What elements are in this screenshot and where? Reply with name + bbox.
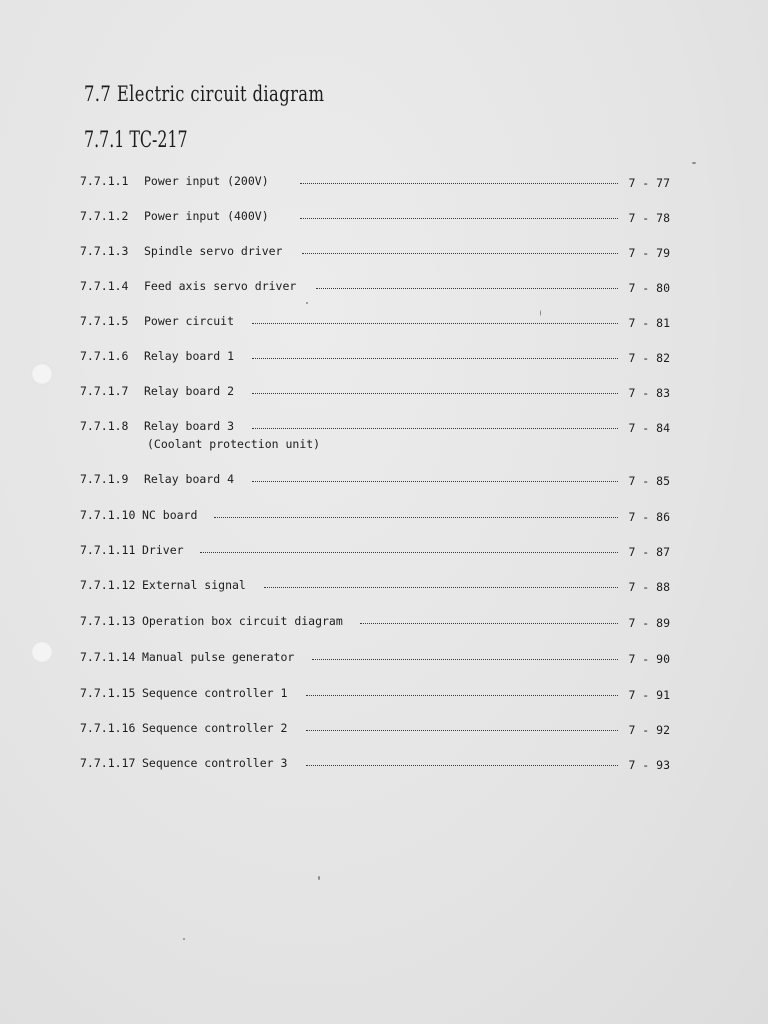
entry-label: Power input (200V) — [144, 174, 269, 188]
entry-number: 7.7.1.8 — [80, 419, 129, 433]
dot-leader — [306, 765, 618, 766]
dot-leader — [306, 730, 618, 731]
entry-page: 7 - 80 — [628, 281, 670, 295]
toc-entry — [80, 684, 680, 704]
dot-leader — [360, 623, 618, 624]
entry-number: 7.7.1.13 — [80, 614, 136, 628]
speck — [318, 876, 320, 880]
entry-page: 7 - 85 — [628, 474, 670, 488]
toc-entry — [80, 719, 680, 739]
entry-page: 7 - 83 — [628, 386, 670, 400]
entry-label: Relay board 1 — [144, 349, 235, 363]
entry-label: Sequence controller 2 — [142, 721, 288, 735]
toc-entry — [80, 312, 680, 332]
entry-number: 7.7.1.11 — [80, 543, 136, 557]
speck — [183, 938, 185, 940]
entry-label: Power input (400V) — [144, 209, 269, 223]
entry-page: 7 - 88 — [628, 580, 670, 594]
entry-number: 7.7.1.6 — [80, 349, 129, 363]
punch-hole-bottom — [31, 641, 53, 663]
entry-page: 7 - 93 — [628, 758, 670, 772]
entry-page: 7 - 81 — [628, 316, 670, 330]
entry-number: 7.7.1.17 — [80, 756, 136, 770]
toc-entry — [80, 207, 680, 227]
dot-leader — [200, 552, 618, 553]
toc-entry — [80, 506, 680, 526]
entry-label: Manual pulse generator — [142, 650, 295, 664]
dot-leader — [306, 695, 618, 696]
dot-leader — [252, 323, 618, 324]
toc-entry — [80, 172, 680, 192]
entry-page: 7 - 92 — [628, 723, 670, 737]
entry-label: NC board — [142, 508, 198, 522]
toc-entry — [80, 417, 680, 451]
entry-sublabel: (Coolant protection unit) — [147, 437, 321, 451]
entry-number: 7.7.1.16 — [80, 721, 136, 735]
entry-number: 7.7.1.1 — [80, 174, 129, 188]
speck — [692, 162, 696, 164]
entry-number: 7.7.1.14 — [80, 650, 136, 664]
dot-leader — [214, 517, 618, 518]
entry-label: External signal — [142, 578, 246, 592]
entry-number: 7.7.1.7 — [80, 384, 129, 398]
toc-entry — [80, 470, 680, 490]
toc-entry — [80, 347, 680, 367]
entry-page: 7 - 78 — [628, 211, 670, 225]
entry-number: 7.7.1.10 — [80, 508, 136, 522]
toc-entry — [80, 242, 680, 262]
entry-page: 7 - 87 — [628, 545, 670, 559]
entry-page: 7 - 90 — [628, 652, 670, 666]
entry-label: Operation box circuit diagram — [142, 614, 343, 628]
entry-label: Sequence controller 1 — [142, 686, 288, 700]
entry-number: 7.7.1.2 — [80, 209, 129, 223]
entry-label: Sequence controller 3 — [142, 756, 288, 770]
dot-leader — [252, 481, 618, 482]
toc-entry — [80, 541, 680, 561]
entry-label: Relay board 4 — [144, 472, 235, 486]
entry-number: 7.7.1.15 — [80, 686, 136, 700]
dot-leader — [264, 587, 618, 588]
toc-entry — [80, 754, 680, 774]
speck — [306, 302, 308, 304]
dot-leader — [312, 659, 618, 660]
entry-page: 7 - 89 — [628, 616, 670, 630]
section-title: 7.7 Electric circuit diagram — [84, 82, 325, 106]
entry-number: 7.7.1.3 — [80, 244, 129, 258]
entry-label: Driver — [142, 543, 184, 557]
dot-leader — [302, 253, 618, 254]
dot-leader — [300, 218, 618, 219]
entry-number: 7.7.1.4 — [80, 279, 129, 293]
toc-entry — [80, 277, 680, 297]
entry-label: Spindle servo driver — [144, 244, 283, 258]
entry-page: 7 - 86 — [628, 510, 670, 524]
dot-leader — [252, 358, 618, 359]
entry-label: Power circuit — [144, 314, 235, 328]
entry-number: 7.7.1.12 — [80, 578, 136, 592]
entry-page: 7 - 79 — [628, 246, 670, 260]
toc-entry — [80, 382, 680, 402]
entry-page: 7 - 77 — [628, 176, 670, 190]
dot-leader — [300, 183, 618, 184]
entry-label: Feed axis servo driver — [144, 279, 297, 293]
dot-leader — [316, 288, 618, 289]
toc-entry — [80, 612, 680, 632]
entry-number: 7.7.1.5 — [80, 314, 129, 328]
entry-number: 7.7.1.9 — [80, 472, 129, 486]
toc-entry — [80, 576, 680, 596]
entry-page: 7 - 84 — [628, 421, 670, 435]
dot-leader — [252, 393, 618, 394]
toc-entry — [80, 648, 680, 668]
punch-hole-top — [31, 363, 53, 385]
entry-page: 7 - 82 — [628, 351, 670, 365]
entry-label: Relay board 2 — [144, 384, 235, 398]
subsection-title: 7.7.1 TC-217 — [84, 128, 188, 153]
dot-leader — [252, 428, 618, 429]
entry-label: Relay board 3 — [144, 419, 235, 433]
entry-page: 7 - 91 — [628, 688, 670, 702]
